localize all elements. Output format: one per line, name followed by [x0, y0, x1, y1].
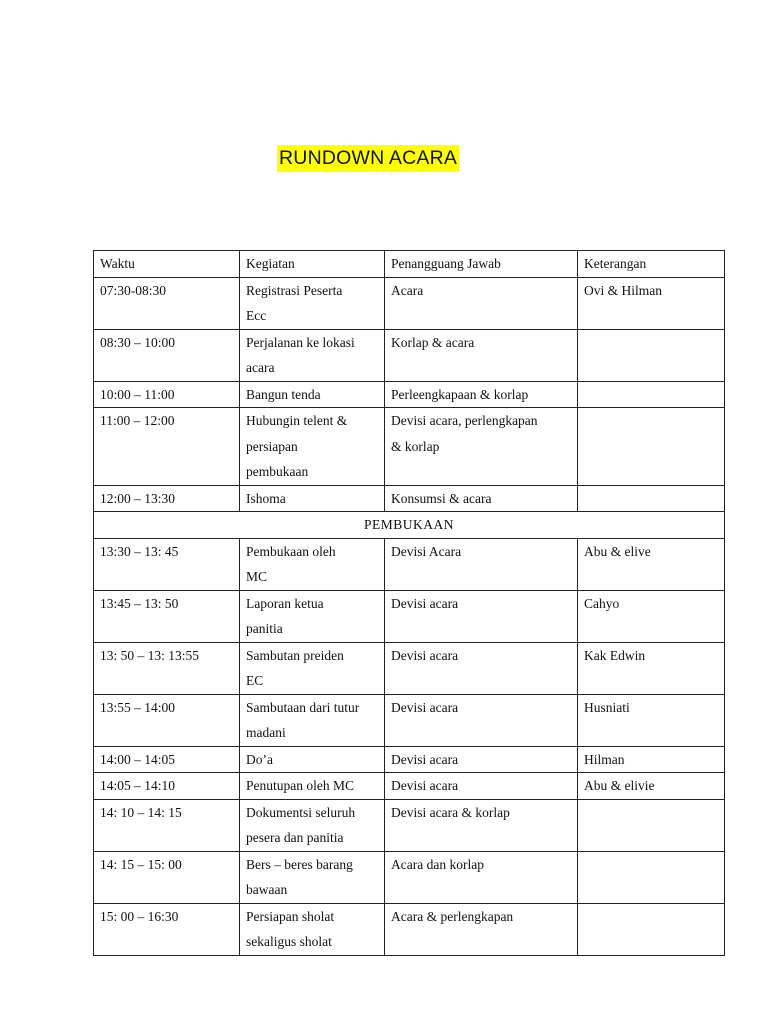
table-row [94, 799, 725, 851]
cell-keterangan [578, 485, 725, 512]
cell-penanggung-jawab: Konsumsi & acara [385, 485, 578, 512]
cell-waktu: 10:00 – 11:00 [94, 381, 240, 408]
cell-waktu: 14: 10 – 14: 15 [94, 799, 240, 851]
cell-kegiatan: Bers – beres barang bawaan [240, 851, 385, 903]
cell-penanggung-jawab: Devisi acara [385, 746, 578, 773]
cell-kegiatan: Pembukaan oleh MC [240, 538, 385, 590]
table-row [94, 485, 725, 512]
cell-penanggung-jawab: Devisi Acara [385, 538, 578, 590]
cell-waktu: 07:30-08:30 [94, 277, 240, 329]
cell-keterangan: Cahyo [578, 590, 725, 642]
cell-kegiatan: Laporan ketua panitia [240, 590, 385, 642]
cell-keterangan [578, 799, 725, 851]
table-header-row [94, 251, 725, 278]
title-highlight [277, 145, 459, 172]
table-row [94, 694, 725, 746]
cell-penanggung-jawab: Acara & perlengkapan [385, 903, 578, 955]
cell-kegiatan: Persiapan sholat sekaligus sholat [240, 903, 385, 955]
cell-keterangan [578, 381, 725, 408]
cell-keterangan: Kak Edwin [578, 642, 725, 694]
cell-waktu: 15: 00 – 16:30 [94, 903, 240, 955]
cell-penanggung-jawab: Devisi acara [385, 694, 578, 746]
cell-waktu: 13: 50 – 13: 13:55 [94, 642, 240, 694]
table-row [94, 408, 725, 486]
header-keterangan: Keterangan [578, 251, 725, 278]
document-title: RUNDOWN ACARA [279, 147, 458, 169]
header-penanggung-jawab: Penangguang Jawab [385, 251, 578, 278]
cell-waktu: 13:55 – 14:00 [94, 694, 240, 746]
table-row [94, 851, 725, 903]
cell-penanggung-jawab: Devisi acara [385, 590, 578, 642]
header-kegiatan: Kegiatan [240, 251, 385, 278]
cell-waktu: 08:30 – 10:00 [94, 329, 240, 381]
cell-kegiatan: Do’a [240, 746, 385, 773]
cell-waktu: 14:00 – 14:05 [94, 746, 240, 773]
table-row [94, 746, 725, 773]
cell-penanggung-jawab: Devisi acara [385, 773, 578, 800]
cell-kegiatan: Registrasi Peserta Ecc [240, 277, 385, 329]
table-row [94, 538, 725, 590]
cell-waktu: 11:00 – 12:00 [94, 408, 240, 486]
cell-keterangan [578, 851, 725, 903]
cell-penanggung-jawab: Korlap & acara [385, 329, 578, 381]
table-row [94, 903, 725, 955]
cell-penanggung-jawab: Perleengkapaan & korlap [385, 381, 578, 408]
cell-waktu: 13:30 – 13: 45 [94, 538, 240, 590]
table-row [94, 381, 725, 408]
table-row [94, 773, 725, 800]
table-row [94, 642, 725, 694]
cell-keterangan: Ovi & Hilman [578, 277, 725, 329]
cell-kegiatan: Bangun tenda [240, 381, 385, 408]
cell-kegiatan: Dokumentsi seluruh pesera dan panitia [240, 799, 385, 851]
table-row [94, 329, 725, 381]
table-row [94, 277, 725, 329]
section-label: PEMBUKAAN [94, 512, 725, 539]
section-row [94, 512, 725, 539]
cell-kegiatan: Ishoma [240, 485, 385, 512]
cell-waktu: 14:05 – 14:10 [94, 773, 240, 800]
cell-keterangan [578, 329, 725, 381]
cell-keterangan: Abu & elive [578, 538, 725, 590]
cell-waktu: 14: 15 – 15: 00 [94, 851, 240, 903]
cell-keterangan [578, 408, 725, 486]
cell-penanggung-jawab: Acara [385, 277, 578, 329]
table-row [94, 590, 725, 642]
cell-keterangan: Hilman [578, 746, 725, 773]
cell-keterangan [578, 903, 725, 955]
cell-kegiatan: Hubungin telent & persiapan pembukaan [240, 408, 385, 486]
cell-waktu: 12:00 – 13:30 [94, 485, 240, 512]
header-waktu: Waktu [94, 251, 240, 278]
cell-kegiatan: Sambutan preiden EC [240, 642, 385, 694]
cell-penanggung-jawab: Devisi acara [385, 642, 578, 694]
rundown-table [93, 250, 725, 956]
cell-waktu: 13:45 – 13: 50 [94, 590, 240, 642]
cell-keterangan: Abu & elivie [578, 773, 725, 800]
cell-kegiatan: Sambutaan dari tutur madani [240, 694, 385, 746]
cell-keterangan: Husniati [578, 694, 725, 746]
cell-kegiatan: Perjalanan ke lokasi acara [240, 329, 385, 381]
table-body [94, 277, 725, 955]
cell-kegiatan: Penutupan oleh MC [240, 773, 385, 800]
cell-penanggung-jawab: Devisi acara, perlengkapan & korlap [385, 408, 578, 486]
cell-penanggung-jawab: Devisi acara & korlap [385, 799, 578, 851]
cell-penanggung-jawab: Acara dan korlap [385, 851, 578, 903]
